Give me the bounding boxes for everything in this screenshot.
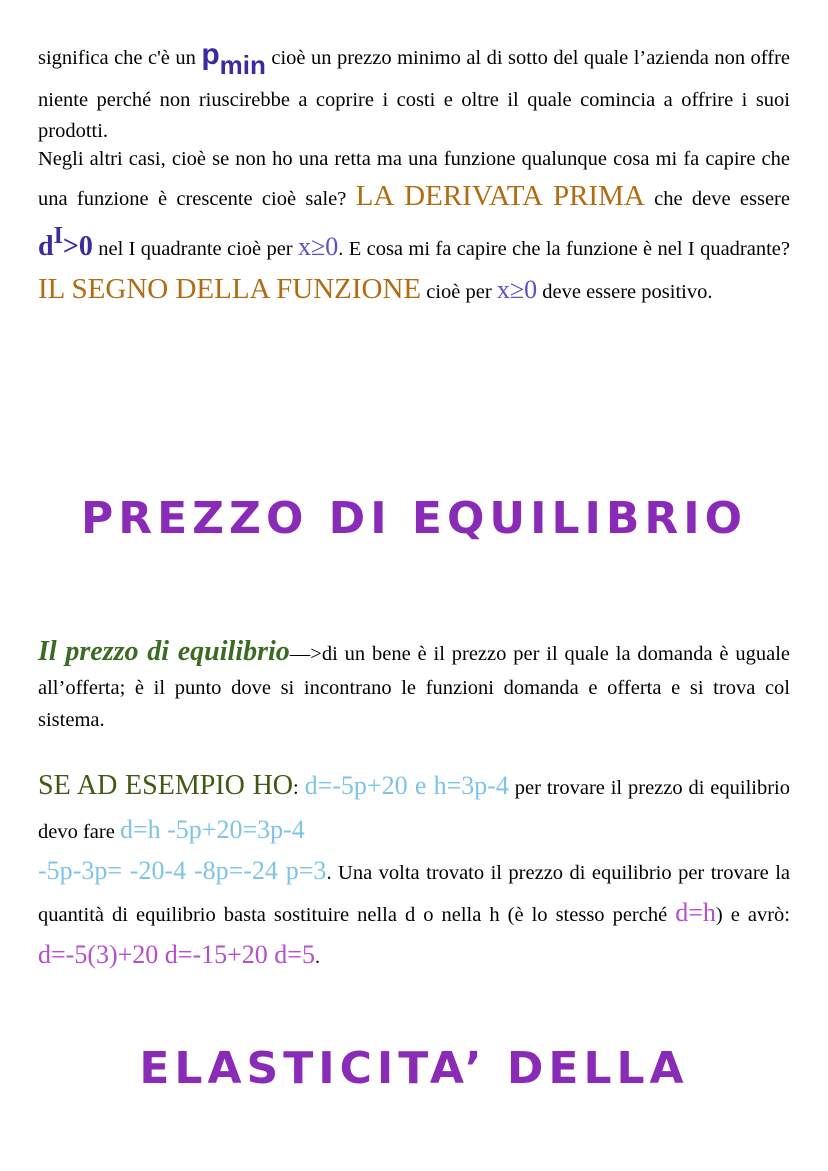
text: .: [314, 945, 321, 968]
text: . Una volta trovato il prezzo di equilibrio per trovare la quantità di equilibrio basta sostituire nella d o nella h (è lo stesso perché: [38, 862, 790, 926]
text: per trovare il prezzo di equilibrio devo fare: [38, 777, 790, 843]
text: —>di un bene è il prezzo per il quale la domanda è uguale all’offerta; è il punto dove si incontrano le funzioni domanda e offerta e si trova col sistema.: [38, 643, 790, 732]
heading-prezzo-equilibrio: PREZZO DI EQUILIBRIO: [80, 493, 748, 544]
x-condition: x≥0: [297, 232, 339, 262]
paragraph-esempio: [38, 764, 790, 975]
gt-zero: >0: [62, 231, 93, 263]
equation: d=h: [675, 897, 716, 927]
heading-elasticita: ELASTICITA’ DELLA: [139, 1043, 689, 1094]
text: Negli altri casi, cioè se non ho una retta ma una funzione qualunque cosa mi fa capire che una funzione è crescente cioè sale?: [38, 148, 790, 210]
paragraph-derivata: [38, 144, 790, 312]
highlight-segno: IL SEGNO DELLA FUNZIONE: [38, 273, 422, 306]
term-prezzo-equilibrio: Il prezzo di equilibrio: [38, 636, 290, 667]
highlight-derivata: LA DERIVATA PRIMA: [355, 179, 645, 212]
text: significa che c'è un: [38, 47, 202, 69]
paragraph-pmin: [38, 32, 790, 147]
text: . E cosa mi fa capire che la funzione è nel I quadrante?: [338, 238, 790, 261]
d: d: [38, 231, 54, 263]
pmin-sub: min: [219, 50, 266, 80]
text: cioè un prezzo minimo al di sotto del quale l’azienda non offre niente perché non riuscirebbe a coprire i costi e oltre il quale comincia a offrire i suoi prodotti.: [38, 47, 791, 142]
text: nel I quadrante cioè per: [92, 238, 298, 261]
equation: -5p-3p= -20-4 -8p=-24 p=3: [38, 856, 327, 886]
pmin-symbol: [201, 38, 266, 80]
x-condition: x≥0: [496, 275, 538, 305]
lead-esempio: SE AD ESEMPIO HO: [38, 770, 294, 801]
pmin-p: p: [201, 38, 220, 71]
sup: I: [53, 223, 63, 250]
text: ) e avrò:: [715, 903, 791, 926]
derivative-symbol: [38, 223, 93, 263]
text: deve essere positivo.: [537, 281, 713, 304]
equation: d=-5(3)+20 d=-15+20 d=5: [38, 939, 315, 969]
text: che deve essere: [644, 187, 790, 210]
equation: d=h -5p+20=3p-4: [119, 814, 305, 844]
paragraph-equilibrio: [38, 630, 790, 737]
text: cioè per: [421, 281, 497, 304]
equation: d=-5p+20 e h=3p-4: [304, 771, 509, 800]
text: :: [293, 777, 305, 799]
